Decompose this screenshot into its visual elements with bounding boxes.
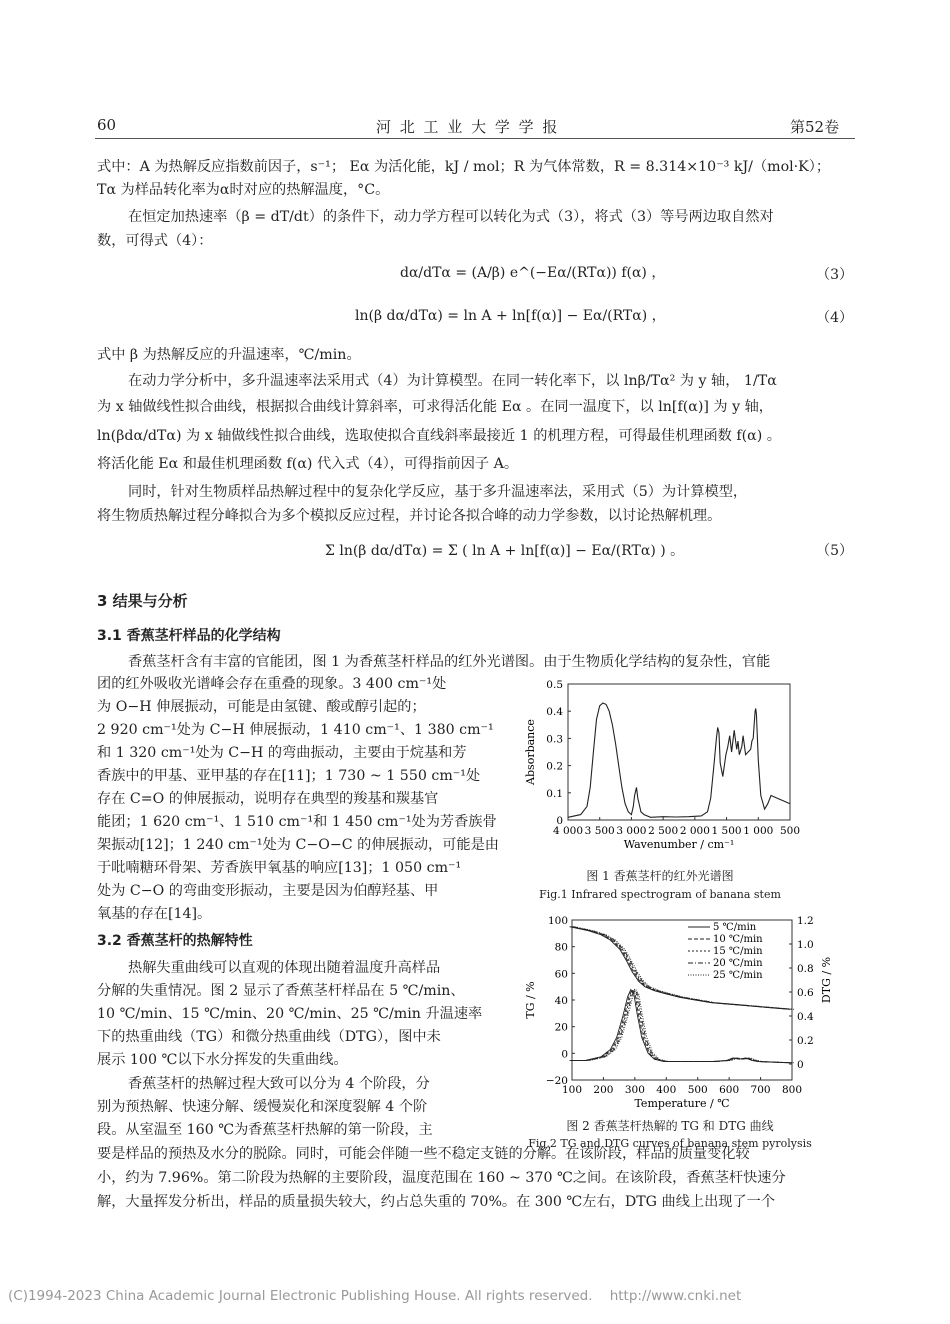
fig2-y-tick-label: 20 [554, 1021, 568, 1034]
journal-title: 河 北 工 业 大 学 学 报 [376, 118, 560, 136]
equation-5-number: （5） [816, 543, 853, 559]
fig1-x-tick-label: 4 000 [552, 825, 584, 837]
fig2-y2-tick-label: 1.2 [797, 915, 814, 927]
fig2-y-tick-label: 40 [554, 995, 568, 1007]
equation-3: dα/dTα = (A/β) e^(−Eα/(RTα)) f(α) ， [400, 265, 666, 281]
fig2-x-tick-label: 400 [656, 1084, 677, 1096]
fig1-x-label: Wavenumber / cm⁻¹ [623, 838, 735, 851]
s31-line-6: 香族中的甲基、亚甲基的存在[11]；1 730 ~ 1 550 cm⁻¹处 [97, 768, 481, 784]
equation-5: Σ ln(β dα/dTα) = Σ ( ln A + ln[f(α)] − Eα/(RTα) ) 。 [325, 543, 685, 559]
fig1-x-tick-label: 1 000 [743, 825, 774, 837]
para-2a: 在恒定加热速率（β = dT/dt）的条件下，动力学方程可以转化为式（3），将式（3）等号两边取自然对 [128, 209, 774, 225]
figure-1-chart [520, 672, 800, 868]
s31-line-2: 团的红外吸收光谱峰会存在重叠的现象。3 400 cm⁻¹处 [97, 676, 447, 692]
s32-line-6: 香蕉茎杆的热解过程大致可以分为 4 个阶段，分 [128, 1076, 430, 1092]
s32-line-8: 段。从室温至 160 ℃为香蕉茎杆热解的第一阶段，主 [97, 1122, 433, 1138]
equation-4: ln(β dα/dTα) = ln A + ln[f(α)] − Eα/(RTα) ， [355, 308, 666, 324]
s31-line-5: 和 1 320 cm⁻¹处为 C−H 的弯曲振动，主要由于烷基和芳 [97, 745, 467, 761]
s31-line-4: 2 920 cm⁻¹处为 C−H 伸展振动，1 410 cm⁻¹、1 380 cm⁻¹ [97, 722, 494, 738]
fig2-y-tick-label: 80 [554, 941, 568, 954]
header-rule [95, 138, 855, 139]
fig2-y2-tick-label: 1.0 [797, 939, 814, 951]
fig1-series-line [568, 703, 790, 817]
fig2-x-tick-label: 600 [719, 1084, 740, 1096]
fig2-y2-tick-label: 0 [797, 1059, 804, 1071]
para-4d: 将活化能 Eα 和最佳机理函数 f(α) 代入式（4），可得指前因子 A。 [97, 456, 519, 472]
section-3-2-heading: 3.2 香蕉茎杆的热解特性 [97, 933, 253, 949]
fig1-y-label: Absorbance [524, 719, 537, 785]
page-number: 60 [97, 116, 117, 134]
fig1-x-tick-label: 3 500 [584, 825, 615, 837]
equation-3-number: （3） [816, 267, 853, 283]
fig2-y2-tick-label: 0.4 [797, 1011, 814, 1023]
s31-line-3: 为 O−H 伸展振动，可能是由氢键、酸或醇引起的； [97, 699, 426, 715]
fig1-y-tick-label: 0.5 [546, 679, 563, 691]
para-1a: 式中：A 为热解反应指数前因子，s⁻¹； Eα 为活化能，kJ / mol；R 为气体常数，R = 8.314×10⁻³ kJ/（mol·K）； [97, 159, 831, 175]
equation-4-number: （4） [816, 310, 853, 326]
s32-line-1: 热解失重曲线可以直观的体现出随着温度升高样品 [128, 960, 441, 976]
fig2-legend-label: 10 ℃/min [713, 934, 763, 945]
para-4b: 为 x 轴做线性拟合曲线，根据拟合曲线计算斜率，可求得活化能 Eα 。在同一温度下，以 ln[f(α)] 为 y 轴， [97, 399, 773, 415]
fig2-x-tick-label: 800 [781, 1084, 803, 1096]
fig2-legend-label: 15 ℃/min [713, 946, 763, 957]
para-5a: 同时，针对生物质样品热解过程中的复杂化学反应，基于多升温速率法，采用式（5）为计算模型， [128, 484, 748, 500]
s32-line-10: 小，约为 7.96%。第二阶段为热解的主要阶段，温度范围在 160 ~ 370 ℃之间。在该阶段，香蕉茎杆快速分 [97, 1170, 786, 1186]
footer-copyright: (C)1994-2023 China Academic Journal Electronic Publishing House. All rights reserved. http://www.cnki.net [8, 1288, 742, 1304]
fig2-y2-tick-label: 0.6 [797, 987, 814, 999]
fig2-dtg-line [571, 990, 791, 1063]
fig2-y-tick-label: −20 [545, 1075, 568, 1087]
volume: 第52卷 [790, 118, 840, 136]
fig2-y-tick-label: 60 [554, 968, 568, 981]
s32-line-11: 解，大量挥发分析出，样品的质量损失较大，约占总失重的 70%。在 300 ℃左右，DTG 曲线上出现了一个 [97, 1194, 776, 1210]
s32-line-5: 展示 100 ℃以下水分挥发的失重曲线。 [97, 1052, 348, 1068]
fig2-x-tick-label: 100 [561, 1084, 583, 1096]
fig1-x-tick-label: 2 500 [648, 825, 679, 837]
s31-line-12: 氧基的存在[14]。 [97, 906, 212, 922]
para-5b: 将生物质热解过程分峰拟合为多个模拟反应过程，并讨论各拟合峰的动力学参数，以讨论热解机理。 [97, 508, 722, 524]
para-4a: 在动力学分析中，多升温速率法采用式（4）为计算模型。在同一转化率下，以 lnβ/Tα² 为 y 轴， 1/Tα [128, 373, 777, 389]
fig2-dtg-line [572, 990, 792, 1063]
s32-line-7: 别为预热解、快速分解、缓慢炭化和深度裂解 4 个阶 [97, 1099, 428, 1115]
s31-line-7: 存在 C=O 的伸展振动，说明存在典型的羧基和羰基官 [97, 791, 439, 807]
para-1b: Tα 为样品转化率为α时对应的热解温度，°C。 [97, 182, 390, 198]
fig2-dtg-line [570, 990, 790, 1063]
s31-line-8: 能团；1 620 cm⁻¹、1 510 cm⁻¹和 1 450 cm⁻¹处为芳香族骨 [97, 814, 497, 830]
fig1-y-tick-label: 0.1 [546, 787, 563, 800]
fig1-x-tick-label: 2 000 [679, 825, 710, 837]
s32-line-4: 下的热重曲线（TG）和微分热重曲线（DTG），图中未 [97, 1029, 441, 1045]
fig2-y2-tick-label: 0.2 [797, 1035, 814, 1047]
fig2-legend-label: 25 ℃/min [713, 970, 763, 981]
fig2-y-label: TG / % [524, 981, 537, 1019]
fig2-y2-tick-label: 0.8 [797, 963, 814, 975]
fig1-y-tick-label: 0.2 [546, 760, 563, 773]
fig1-x-tick-label: 1 500 [711, 825, 742, 837]
section-3-heading: 3 结果与分析 [97, 592, 188, 610]
fig2-legend-label: 5 ℃/min [713, 922, 757, 933]
fig1-y-tick-label: 0.3 [546, 733, 563, 746]
fig2-x-tick-label: 500 [687, 1084, 708, 1096]
fig1-x-tick-label: 500 [779, 825, 800, 837]
s31-line-1: 香蕉茎杆含有丰富的官能团，图 1 为香蕉茎杆样品的红外光谱图。由于生物质化学结构的复杂性，官能 [128, 654, 771, 670]
fig2-y-tick-label: 100 [547, 915, 568, 927]
figure-2-chart [520, 908, 840, 1118]
figure-2-caption-en: Fig.2 TG and DTG curves of banana stem pyrolysis [528, 1137, 812, 1150]
fig2-legend-label: 20 ℃/min [713, 958, 763, 969]
para-4c: ln(βdα/dTα) 为 x 轴做线性拟合曲线，选取使拟合直线斜率最接近 1 的机理方程，可得最佳机理函数 f(α) 。 [97, 428, 781, 444]
fig2-x-tick-label: 200 [593, 1084, 614, 1096]
fig1-y-tick-label: 0 [556, 815, 563, 827]
figure-2-caption-cn: 图 2 香蕉茎杆热解的 TG 和 DTG 曲线 [566, 1119, 774, 1133]
para-3: 式中 β 为热解反应的升温速率，℃/min。 [97, 347, 361, 363]
fig1-x-tick-label: 3 000 [616, 825, 647, 837]
para-2b: 数，可得式（4）： [97, 233, 213, 249]
s32-line-3: 10 ℃/min、15 ℃/min、20 ℃/min、25 ℃/min 升温速率 [97, 1006, 483, 1022]
fig2-y2-label: DTG / % [820, 956, 833, 1004]
figure-1-caption-cn: 图 1 香蕉茎杆的红外光谱图 [586, 869, 734, 883]
s32-line-9: 要是样品的预热及水分的脱除。同时，可能会伴随一些不稳定支链的分解。在该阶段，样品的质量变化较 [97, 1146, 750, 1162]
fig2-x-label: Temperature / ℃ [634, 1097, 730, 1110]
fig1-y-tick-label: 0.4 [546, 706, 563, 719]
figure-1-caption-en: Fig.1 Infrared spectrogram of banana stem [539, 888, 781, 901]
s31-line-10: 于吡喃糖环骨架、芳香族甲氧基的响应[13]；1 050 cm⁻¹ [97, 860, 462, 876]
s31-line-9: 架振动[12]；1 240 cm⁻¹处为 C−O−C 的伸展振动，可能是由 [97, 837, 499, 853]
fig2-x-tick-label: 700 [750, 1084, 771, 1096]
section-3-1-heading: 3.1 香蕉茎杆样品的化学结构 [97, 628, 281, 644]
fig2-y-tick-label: 0 [561, 1048, 568, 1061]
s32-line-2: 分解的失重情况。图 2 显示了香蕉茎杆样品在 5 ℃/min、 [97, 983, 465, 999]
fig2-dtg-line [573, 990, 793, 1063]
fig2-x-tick-label: 300 [624, 1084, 645, 1096]
s31-line-11: 处为 C−O 的弯曲变形振动，主要是因为伯醇羟基、甲 [97, 883, 439, 899]
